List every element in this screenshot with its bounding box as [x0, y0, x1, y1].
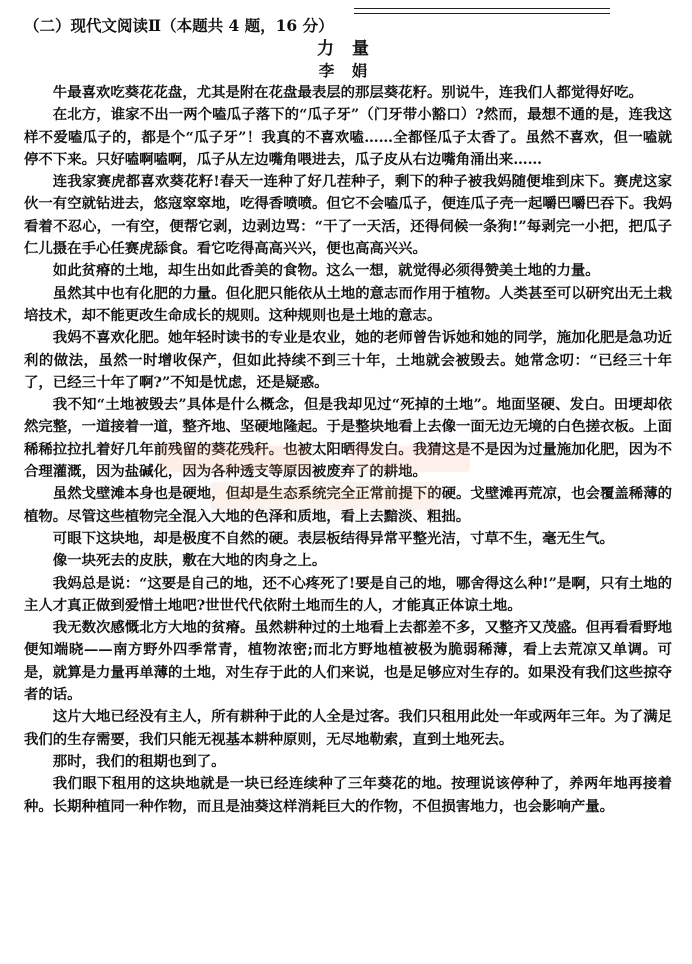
- article-title: 力 量: [317, 39, 375, 59]
- paragraph: 像一块死去的皮肤，敷在大地的肉身之上。: [52, 552, 327, 570]
- paragraph: 我不知“土地被毁去”具体是什么概念，但是我却见过“死掉的土地”。地面坚硬、发白。田埂却依然完整，一道接着一道，整齐地、坚硬地隆起。于是整块地看上去像一面无边无境的白色搓衣板。上面稀稀拉拉扎着好几年前残留的葵花残秆。也被太阳晒得发白。我猜这是不是因为过量施加化肥，因为不合理灌溉，因为盐碱化，因为各种透支等原因被废弃了的耕地。: [24, 396, 672, 481]
- paragraph: 如此贫瘠的土地，却生出如此香美的食物。这么一想，就觉得必须得赞美土地的力量。: [52, 262, 600, 280]
- article-body: [24, 82, 672, 818]
- paragraph: 我妈不喜欢化肥。她年轻时读书的专业是农业，她的老师曾告诉她和她的同学，施加化肥是急功近利的做法，虽然一时增收保产，但如此持续不到三十年，土地就会被毁去。她常念叨：“已经三十年了，已经三十年了啊?”不知是忧虑，还是疑惑。: [24, 329, 672, 391]
- paragraph: 虽然其中也有化肥的力量。但化肥只能依从土地的意志而作用于植物。人类甚至可以研究出无土栽培技术，却不能更改生命成长的规则。这种规则也是土地的意志。: [24, 284, 672, 324]
- paragraph: 虽然戈壁滩本身也是硬地，但却是生态系统完全正常前提下的硬。戈壁滩再荒凉，也会覆盖稀薄的植物。尽管这些植物完全混入大地的色泽和质地，看上去黯淡、粗拙。: [24, 485, 672, 525]
- paragraph: 我妈总是说：“这要是自己的地，还不心疼死了!要是自己的地，哪舍得这么种!”是啊，只有土地的主人才真正做到爱惜土地吧?世世代代依附土地而生的人，才能真正体谅土地。: [24, 574, 673, 614]
- article-author: 李 娟: [318, 61, 374, 80]
- paragraph: 可眼下这块地，却是极度不自然的硬。表层板结得异常平整光洁，寸草不生，毫无生气。: [52, 529, 615, 547]
- header-double-rule: [354, 8, 610, 14]
- paragraph: 我们眼下租用的这块地就是一块已经连续种了三年葵花的地。按理说该停种了，养两年地再接着种。长期种植同一种作物，而且是油葵这样消耗巨大的作物，不但损害地力，也会影响产量。: [24, 775, 672, 815]
- paragraph: 那时，我们的租期也到了。: [52, 752, 226, 770]
- section-header: （二）现代文阅读Ⅱ（本题共 4 题，16 分）: [24, 16, 334, 35]
- paragraph: 在北方，谁家不出一两个嗑瓜子落下的“瓜子牙”（门牙带小豁口）?然而，最想不通的是，连我这样不爱嗑瓜子的，都是个“瓜子牙”！我真的不喜欢嗑……全都怪瓜子太香了。虽然不喜欢，但一嗑就停不下来。只好嗑啊嗑啊，瓜子从左边嘴角喂进去，瓜子皮从右边嘴角涌出来……: [24, 106, 672, 168]
- paragraph: 这片大地已经没有主人，所有耕种于此的人全是过客。我们只租用此处一年或两年三年。为了满足我们的生存需要，我们只能无视基本耕种原则，无尽地勒索，直到土地死去。: [24, 708, 672, 748]
- paragraph: 我无数次感慨北方大地的贫瘠。虽然耕种过的土地看上去都差不多，又整齐又茂盛。但再看看野地便知端晓——南方野外四季常青，植物浓密;而北方野地植被极为脆弱稀薄，看上去荒凉又单调。可是，就算是力量再单薄的土地，对生存于此的人们来说，也是足够应对生存的。如果没有我们这些掠夺者的话。: [24, 619, 672, 704]
- paragraph: 牛最喜欢吃葵花花盘，尤其是附在花盘最表层的那层葵花籽。别说牛，连我们人都觉得好吃。: [52, 84, 643, 101]
- paragraph: 连我家赛虎都喜欢葵花籽!春天一连种了好几茬种子，剩下的种子被我妈随便堆到床下。赛虎这家伙一有空就钻进去，悠寇窣窣地，吃得香喷喷。但它不会嗑瓜子，便连瓜子壳一起嚼巴嚼巴吞下。我妈看着不忍心，一有空，便帮它剥，边剥边骂：“干了一天活，还得伺候一条狗!”每剥完一小把，把瓜子仁儿摄在手心任赛虎舔食。看它吃得高高兴兴，便也高高兴兴。: [24, 173, 672, 258]
